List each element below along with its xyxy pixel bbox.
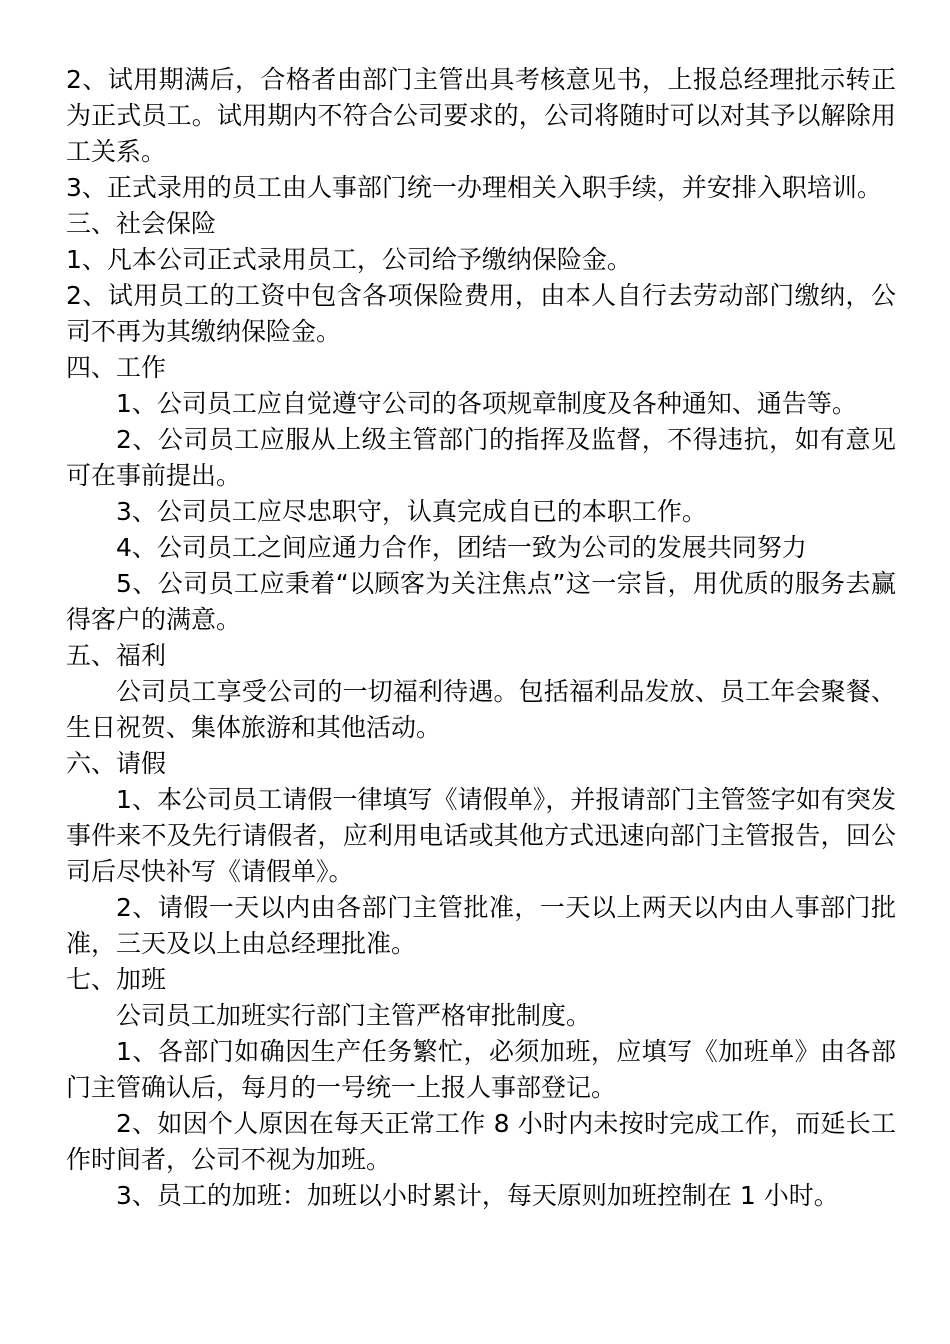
- paragraph-benefits: 公司员工享受公司的一切福利待遇。包括福利品发放、员工年会聚餐、生日祝贺、集体旅游和其他活动。: [66, 677, 896, 742]
- section-heading-benefits: 五、福利: [66, 641, 167, 670]
- paragraph-work-4: 4、公司员工之间应通力合作，团结一致为公司的发展共同努力: [116, 533, 807, 562]
- section-heading-overtime: 七、加班: [66, 965, 167, 994]
- document-page: [66, 62, 896, 1214]
- paragraph-leave-1: 1、本公司员工请假一律填写《请假单》，并报请部门主管签字如有突发事件来不及先行请假者，应利用电话或其他方式迅速向部门主管报告，回公司后尽快补写《请假单》。: [66, 785, 896, 886]
- paragraph-overtime-intro: 公司员工加班实行部门主管严格审批制度。: [116, 1001, 592, 1030]
- paragraph-insurance-2: 2、试用员工的工资中包含各项保险费用，由本人自行去劳动部门缴纳，公司不再为其缴纳保险金。: [66, 281, 896, 346]
- section-heading-leave: 六、请假: [66, 749, 167, 778]
- section-heading-work: 四、工作: [66, 353, 167, 382]
- paragraph-probation-review: 2、试用期满后，合格者由部门主管出具考核意见书，上报总经理批示转正为正式员工。试用期内不符合公司要求的，公司将随时可以对其予以解除用工关系。: [66, 65, 896, 166]
- paragraph-overtime-1: 1、各部门如确因生产任务繁忙，必须加班，应填写《加班单》由各部门主管确认后，每月的一号统一上报人事部登记。: [66, 1037, 896, 1102]
- paragraph-overtime-3: 3、员工的加班：加班以小时累计，每天原则加班控制在 1 小时。: [116, 1181, 839, 1210]
- paragraph-work-2: 2、公司员工应服从上级主管部门的指挥及监督，不得违抗，如有意见可在事前提出。: [66, 425, 896, 490]
- section-heading-social-insurance: 三、社会保险: [66, 209, 217, 238]
- paragraph-work-3: 3、公司员工应尽忠职守，认真完成自已的本职工作。: [116, 497, 707, 526]
- paragraph-insurance-1: 1、凡本公司正式录用员工，公司给予缴纳保险金。: [66, 245, 632, 274]
- paragraph-leave-2: 2、请假一天以内由各部门主管批准，一天以上两天以内由人事部门批准，三天及以上由总经理批准。: [66, 893, 896, 958]
- paragraph-work-1: 1、公司员工应自觉遵守公司的各项规章制度及各种通知、通告等。: [116, 389, 857, 418]
- paragraph-overtime-2: 2、如因个人原因在每天正常工作 8 小时内未按时完成工作，而延长工作时间者，公司不视为加班。: [66, 1109, 896, 1174]
- paragraph-onboarding: 3、正式录用的员工由人事部门统一办理相关入职手续，并安排入职培训。: [66, 173, 882, 202]
- paragraph-work-5: 5、公司员工应秉着“以顾客为关注焦点”这一宗旨，用优质的服务去赢得客户的满意。: [66, 569, 896, 634]
